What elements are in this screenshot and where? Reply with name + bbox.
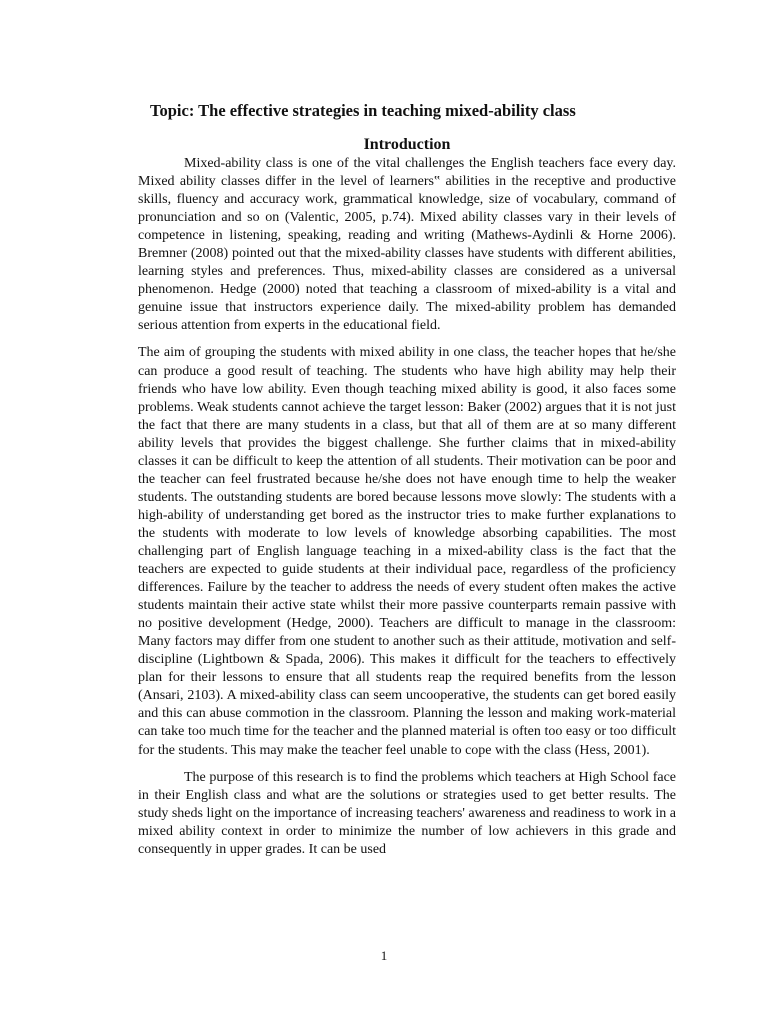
section-heading: Introduction [363, 136, 451, 153]
paragraph-1: Mixed-ability class is one of the vital challenges the English teachers face every day. Mixed ability classes differ in the level of learners‟ abilities in the receptive and productive skills, fluency and accuracy work, grammatical knowledge, size of vocabulary, command of pronunciation and so on (Valentic, 2005, p.74). Mixed ability classes vary in their levels of competence in listening, speaking, reading and writing (Mathews-Aydinli & Horne 2006). Bremner (2008) pointed out that the mixed-ability classes have students with different abilities, learning styles and preferences. Thus, mixed-ability classes are considered as a universal phenomenon. Hedge (2000) noted that teaching a classroom of mixed-ability is a vital and genuine issue that instructors experience daily. The mixed-ability problem has demanded serious attention from experts in the educational field. [138, 156, 676, 334]
paragraph-3: The purpose of this research is to find the problems which teachers at High School face in their English class and what are the solutions or strategies used to get better results. The study sheds light on the importance of increasing teachers' awareness and readiness to work in a mixed ability context in order to minimize the number of low achievers in this grade and consequently in upper grades. It can be used [138, 769, 676, 857]
paragraph-2: The aim of grouping the students with mixed ability in one class, the teacher hopes that he/she can produce a good result of teaching. The students who have high ability may help their friends who have low ability. Even though teaching mixed ability is good, it also faces some problems. Weak students cannot achieve the target lesson: Baker (2002) argues that it is not just the fact that there are many students in a class, but that all of them are at so many different ability levels that provides the biggest challenge. She further claims that in mixed-ability classes it can be difficult to keep the attention of all students. Their motivation can be poor and the teacher can feel frustrated because he/she does not have enough time to help the weaker students. The outstanding students are bored because lessons move slowly: The students with a high-ability of understanding get bored as the instructor tries to make further explanations to the students with moderate to low levels of knowledge absorbing capabilities. The most challenging part of English language teaching in a mixed-ability class is the fact that the teachers are expected to guide students at their individual pace, regardless of the proficiency differences. Failure by the teacher to address the needs of every student often makes the active students maintain their active state whilst their more passive counterparts remain passive with no positive development (Hedge, 2000). Teachers are difficult to manage in the classroom: Many factors may differ from one student to another such as their attitude, motivation and self-discipline (Lightbown & Spada, 2006). This makes it difficult for the teachers to effectively plan for their lessons to ensure that all students reap the required benefits from the lesson (Ansari, 2103). A mixed-ability class can seem uncooperative, the students can get bored easily and this can abuse commotion in the classroom. Planning the lesson and making work-material can take too much time for the teacher and the planned material is often too easy or too difficult for the students. This may make the teacher feel unable to cope with the class (Hess, 2001). [138, 345, 676, 758]
page-number: 1 [380, 948, 388, 963]
document-title: Topic: The effective strategies in teaching mixed-ability class [150, 101, 576, 120]
document-page [138, 98, 676, 859]
